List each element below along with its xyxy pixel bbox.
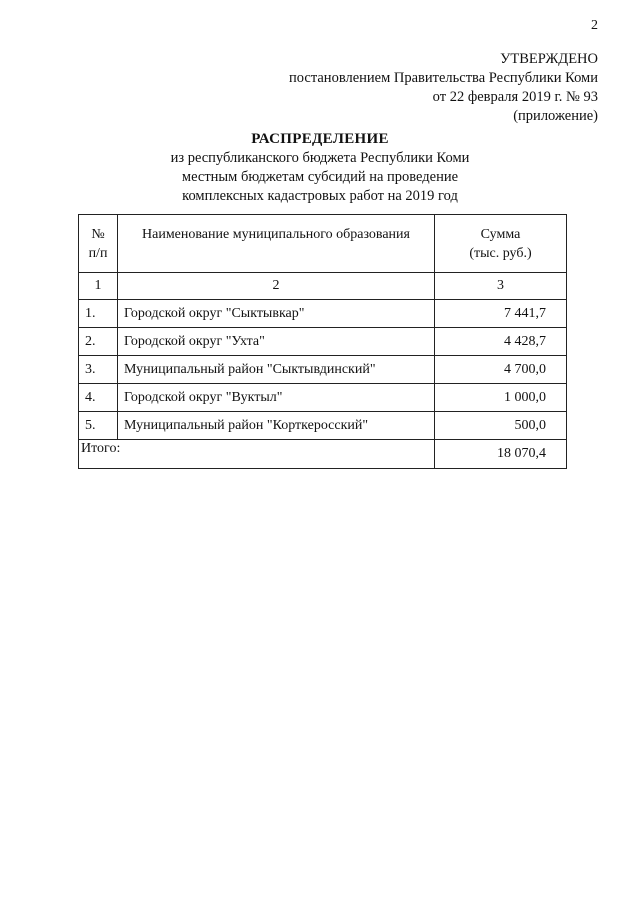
subsidy-table	[78, 214, 567, 469]
row-number: 1.	[79, 300, 118, 328]
row-number: 4.	[79, 384, 118, 412]
table-header-row	[79, 215, 567, 273]
table-row	[79, 412, 567, 440]
table-row	[79, 356, 567, 384]
table-row	[79, 328, 567, 356]
header-sum-unit: (тыс. руб.)	[469, 245, 532, 261]
header-sum	[435, 215, 567, 273]
row-municipality: Городской округ "Сыктывкар"	[118, 300, 435, 328]
row-municipality: Городской округ "Ухта"	[118, 328, 435, 356]
approval-appendix: (приложение)	[513, 108, 598, 124]
approval-block	[289, 50, 598, 126]
column-index: 1	[79, 273, 118, 300]
row-number: 3.	[79, 356, 118, 384]
row-sum: 4 428,7	[435, 328, 567, 356]
table-row	[79, 300, 567, 328]
document-subtitle-line-3: комплексных кадастровых работ на 2019 год	[182, 188, 458, 204]
row-sum: 4 700,0	[435, 356, 567, 384]
total-row	[79, 440, 567, 469]
row-number: 2.	[79, 328, 118, 356]
header-number-abbr: п/п	[88, 245, 108, 261]
document-heading	[0, 130, 640, 206]
document-subtitle-line-1: из республиканского бюджета Республики Коми	[170, 150, 470, 166]
row-municipality: Муниципальный район "Сыктывдинский"	[118, 356, 435, 384]
document-subtitle-line-2: местным бюджетам субсидий на проведение	[181, 169, 459, 185]
approval-title: УТВЕРЖДЕНО	[500, 51, 598, 67]
header-number-sign: №	[91, 226, 105, 242]
document-title: РАСПРЕДЕЛЕНИЕ	[251, 131, 389, 147]
table-row	[79, 384, 567, 412]
header-number	[79, 215, 118, 273]
row-sum: 1 000,0	[435, 384, 567, 412]
row-municipality: Городской округ "Вуктыл"	[118, 384, 435, 412]
row-sum: 500,0	[435, 412, 567, 440]
approval-date: от 22 февраля 2019 г. № 93	[432, 89, 598, 105]
row-sum: 7 441,7	[435, 300, 567, 328]
row-municipality: Муниципальный район "Корткеросский"	[118, 412, 435, 440]
page-number: 2	[591, 18, 598, 33]
total-label: Итого:	[79, 440, 435, 469]
row-number: 5.	[79, 412, 118, 440]
column-index-row	[79, 273, 567, 300]
column-index: 2	[118, 273, 435, 300]
header-municipality: Наименование муниципального образования	[118, 215, 435, 273]
approval-resolution: постановлением Правительства Республики Коми	[289, 70, 598, 86]
total-sum: 18 070,4	[435, 440, 567, 469]
header-sum-label: Сумма	[480, 226, 521, 242]
column-index: 3	[435, 273, 567, 300]
